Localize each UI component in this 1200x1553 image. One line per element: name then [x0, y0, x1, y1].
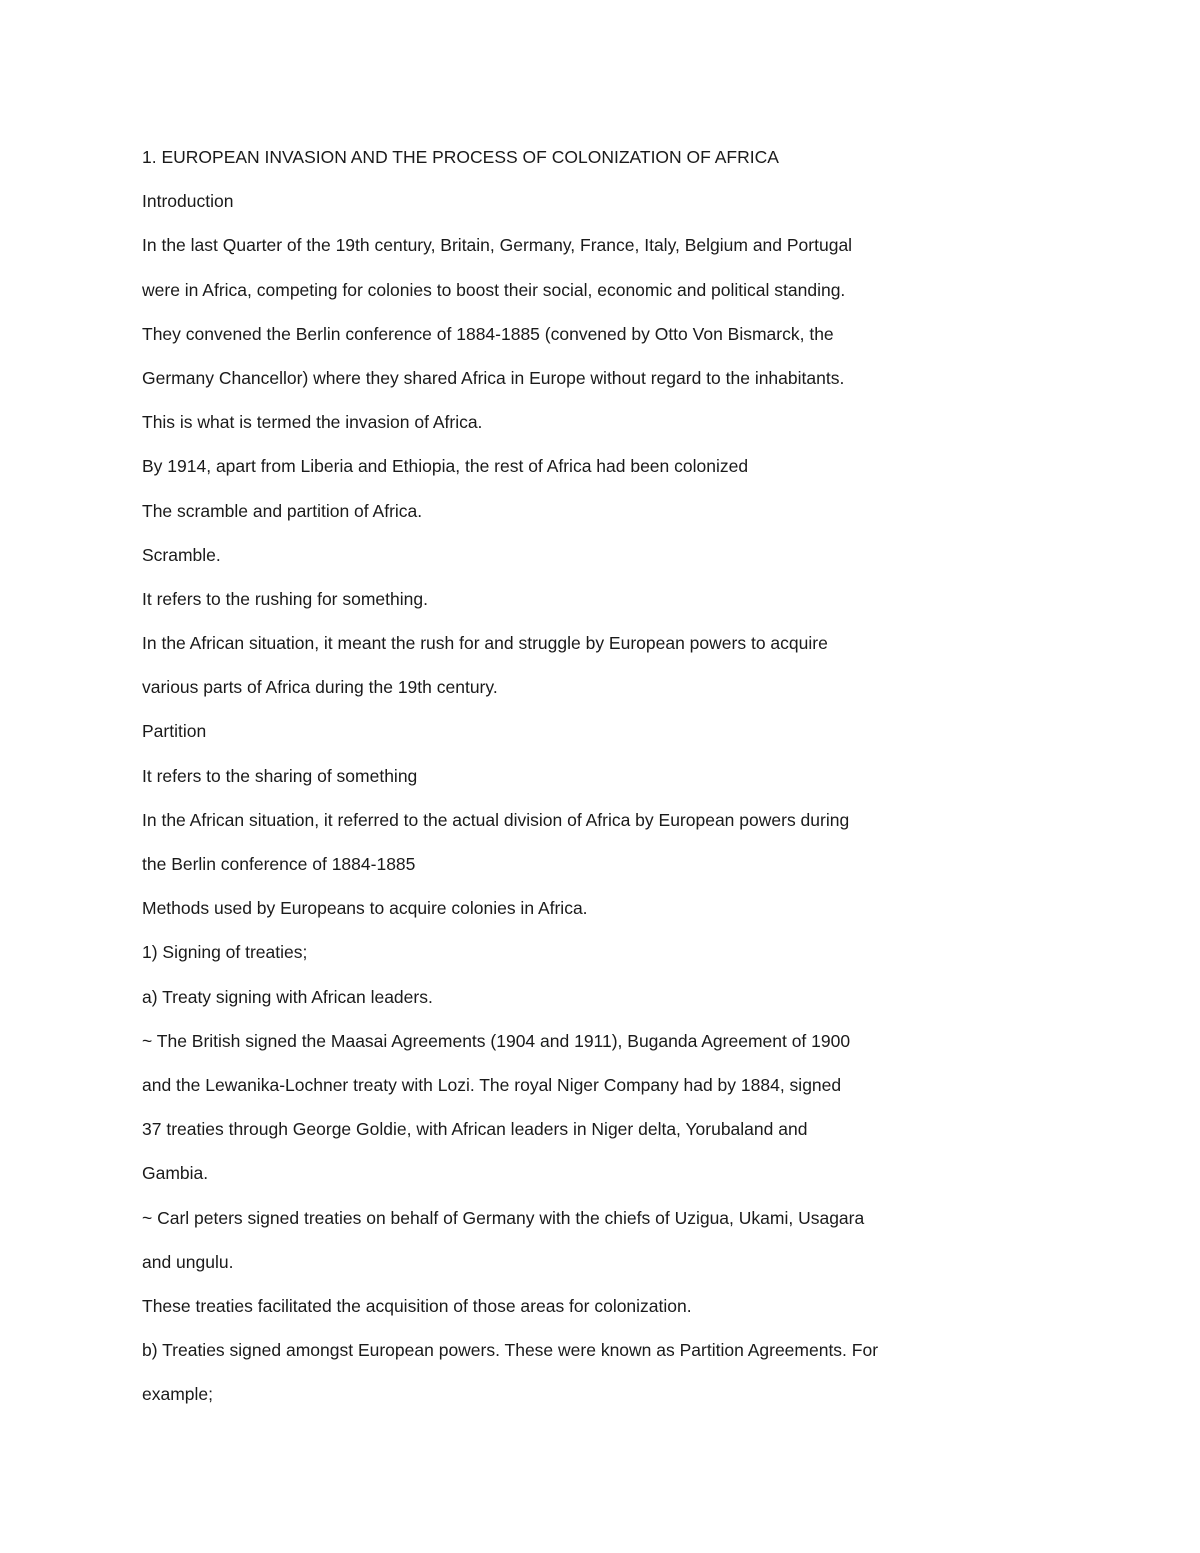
- section-heading-methods: Methods used by Europeans to acquire colonies in Africa.: [142, 898, 588, 919]
- list-item-heading: 1) Signing of treaties;: [142, 942, 308, 963]
- paragraph-line: Germany Chancellor) where they shared Africa in Europe without regard to the inhabitants.: [142, 367, 845, 388]
- paragraph-line: the Berlin conference of 1884-1885: [142, 854, 416, 874]
- term-heading-scramble: Scramble.: [142, 544, 221, 565]
- section-heading-introduction: Introduction: [142, 191, 234, 212]
- paragraph-line: and the Lewanika-Lochner treaty with Lozi. The royal Niger Company had by 1884, signed: [142, 1074, 842, 1095]
- paragraph-line: In the African situation, it meant the rush for and struggle by European powers to acquire: [142, 633, 828, 654]
- sub-list-item-heading: b) Treaties signed amongst European powers. These were known as Partition Agreements. For: [142, 1340, 879, 1361]
- paragraph-line: Gambia.: [142, 1163, 209, 1184]
- paragraph-line: ~ Carl peters signed treaties on behalf of Germany with the chiefs of Uzigua, Ukami, Usagara: [142, 1207, 865, 1228]
- term-heading-partition: Partition: [142, 721, 207, 742]
- paragraph-line: It refers to the sharing of something: [142, 765, 418, 786]
- paragraph-line: various parts of Africa during the 19th century.: [142, 677, 498, 698]
- paragraph-line: These treaties facilitated the acquisition of those areas for colonization.: [142, 1295, 692, 1316]
- paragraph-line: In the last Quarter of the 19th century, Britain, Germany, France, Italy, Belgium and Portugal: [142, 235, 853, 256]
- section-heading-scramble-partition: The scramble and partition of Africa.: [142, 500, 423, 521]
- paragraph-line: and ungulu.: [142, 1251, 234, 1272]
- paragraph-line: They convened the Berlin conference of 1884-1885 (convened by Otto Von Bismarck, the: [142, 323, 834, 344]
- paragraph-line: In the African situation, it referred to the actual division of Africa by European powers during: [142, 809, 850, 830]
- paragraph-line: By 1914, apart from Liberia and Ethiopia, the rest of Africa had been colonized: [142, 456, 749, 477]
- document-body: [142, 140, 1002, 1421]
- paragraph-line: example;: [142, 1384, 214, 1405]
- paragraph-line: were in Africa, competing for colonies to boost their social, economic and political standing.: [142, 279, 846, 300]
- paragraph-line: ~ The British signed the Maasai Agreements (1904 and 1911), Buganda Agreement of 1900: [142, 1030, 851, 1051]
- heading-title: 1. EUROPEAN INVASION AND THE PROCESS OF COLONIZATION OF AFRICA: [142, 147, 779, 167]
- sub-list-item-heading: a) Treaty signing with African leaders.: [142, 986, 433, 1007]
- paragraph-line: It refers to the rushing for something.: [142, 588, 428, 609]
- paragraph-line: This is what is termed the invasion of Africa.: [142, 412, 483, 433]
- paragraph-line: 37 treaties through George Goldie, with African leaders in Niger delta, Yorubaland and: [142, 1119, 808, 1140]
